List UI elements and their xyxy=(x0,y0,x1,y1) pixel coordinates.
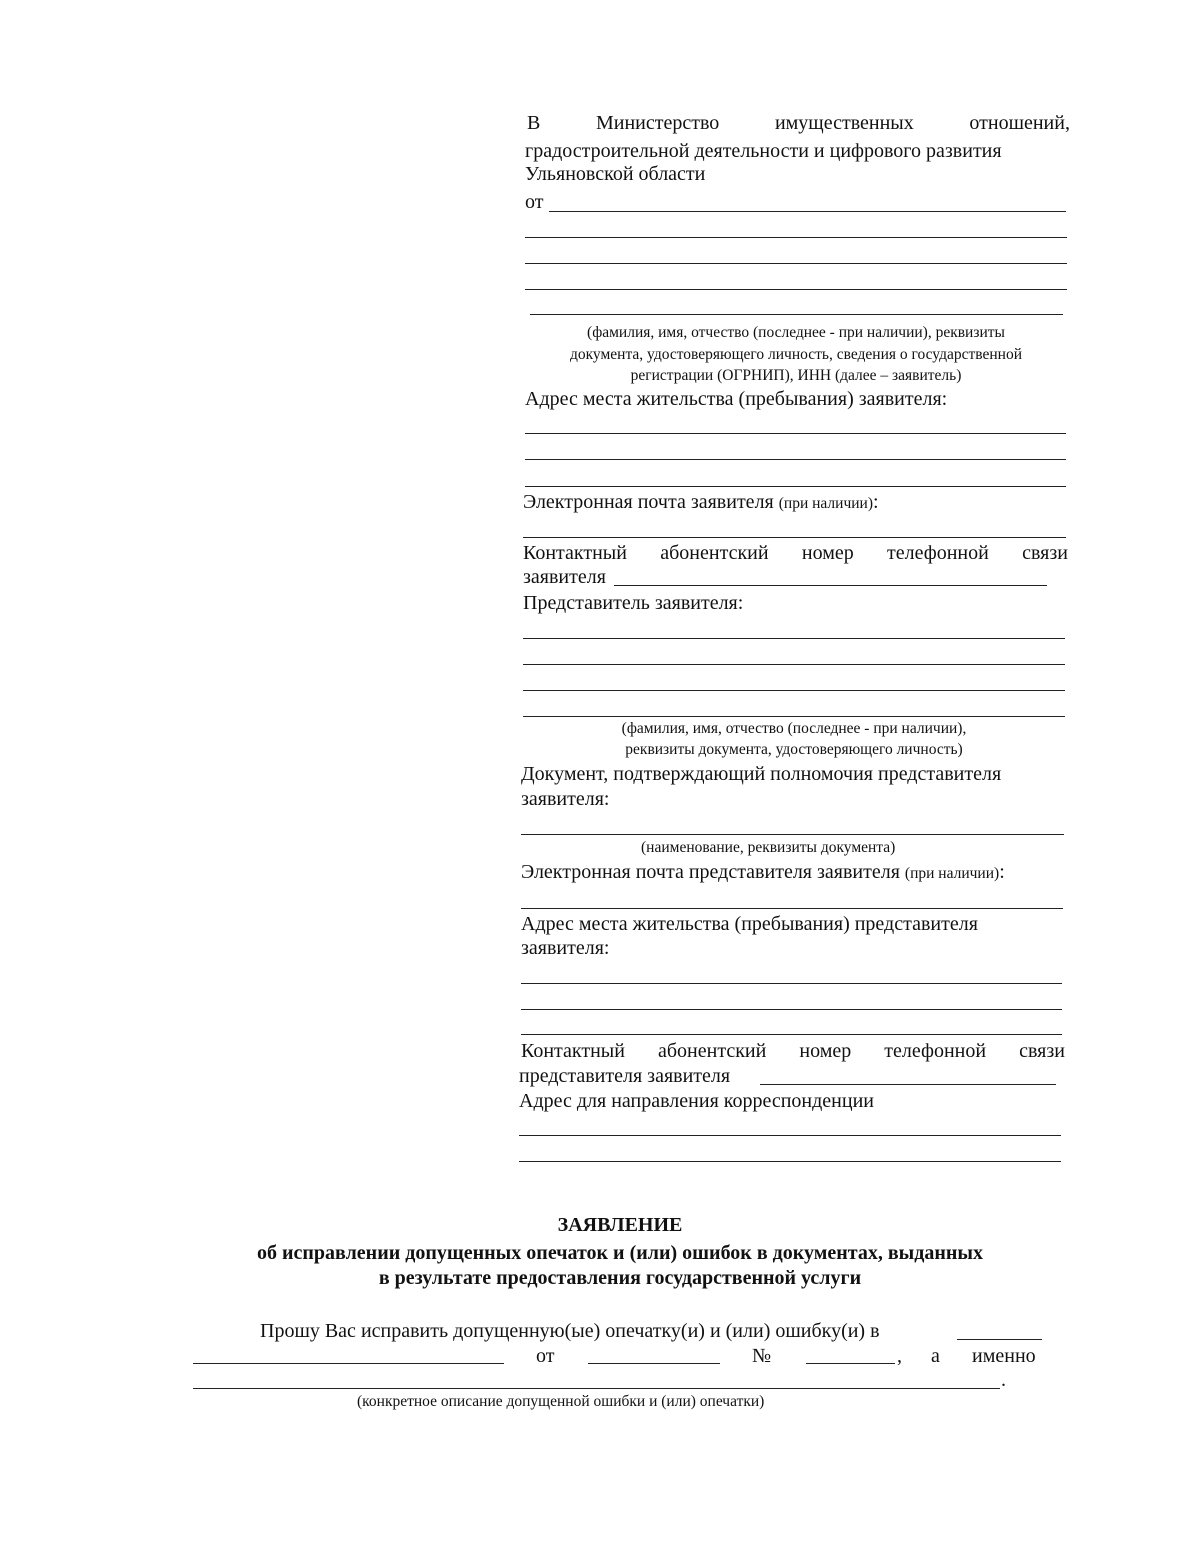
rep-address-label-2: заявителя: xyxy=(521,937,610,959)
representative-fill-line[interactable] xyxy=(523,638,1065,639)
rep-address-label-1: Адрес места жительства (пребывания) представителя xyxy=(521,913,978,935)
rep-email-note: (при наличии) xyxy=(904,865,1000,882)
applicant-address-line[interactable] xyxy=(525,459,1066,460)
applicant-email-text: Электронная почта заявителя xyxy=(523,491,774,513)
rep-address-line[interactable] xyxy=(521,1034,1062,1035)
applicant-phone-line[interactable] xyxy=(614,585,1047,586)
rep-doc-label-1: Документ, подтверждающий полномочия представителя xyxy=(521,763,1002,785)
applicant-fill-line[interactable] xyxy=(525,263,1067,264)
applicant-email-line[interactable] xyxy=(523,537,1066,538)
applicant-caption-3: регистрации (ОГРНИП), ИНН (далее – заявитель) xyxy=(630,367,962,384)
applicant-address-line[interactable] xyxy=(525,433,1066,434)
addressee-word: Министерство xyxy=(595,112,720,134)
rep-email-colon: : xyxy=(999,861,1005,883)
applicant-fill-line[interactable] xyxy=(525,289,1067,290)
representative-fill-line[interactable] xyxy=(523,664,1065,665)
rep-phone-line[interactable] xyxy=(760,1084,1056,1085)
phone-word: телефонной xyxy=(887,542,989,564)
phone-word: абонентский xyxy=(658,1040,767,1062)
rep-phone-label-2: представителя заявителя xyxy=(519,1065,731,1087)
error-description-line[interactable] xyxy=(193,1388,1000,1389)
statement-subtitle-1: об исправлении допущенных опечаток и (или) ошибок в документах, выданных xyxy=(256,1242,984,1264)
representative-fill-line[interactable] xyxy=(523,690,1065,691)
applicant-phone-label xyxy=(523,541,1068,565)
addressee-line-2: градостроительной деятельности и цифрового развития xyxy=(525,140,1002,162)
representative-caption-1: (фамилия, имя, отчество (последнее - при наличии), xyxy=(621,720,967,737)
document-number-line[interactable] xyxy=(806,1363,895,1364)
rep-email-label xyxy=(521,860,1005,886)
applicant-address-label: Адрес места жительства (пребывания) заявителя: xyxy=(525,388,948,410)
applicant-email-note: (при наличии) xyxy=(778,495,874,512)
phone-word: Контактный xyxy=(521,1040,625,1062)
correspondence-line[interactable] xyxy=(519,1161,1061,1162)
rep-email-text: Электронная почта представителя заявителя xyxy=(521,861,900,883)
error-description-caption: (конкретное описание допущенной ошибки и (или) опечатки) xyxy=(357,1393,765,1410)
representative-label: Представитель заявителя: xyxy=(523,592,744,614)
addressee-line-3: Ульяновской области xyxy=(525,163,706,185)
applicant-email-colon: : xyxy=(873,491,879,513)
word-namely: именно xyxy=(972,1345,1036,1367)
rep-doc-label-2: заявителя: xyxy=(521,788,610,810)
rep-doc-caption: (наименование, реквизиты документа) xyxy=(641,839,896,856)
phone-word: номер xyxy=(801,542,854,564)
applicant-email-label xyxy=(523,490,879,516)
statement-title: ЗАЯВЛЕНИЕ xyxy=(557,1214,683,1236)
addressee-word: В xyxy=(527,112,541,134)
applicant-caption-2: документа, удостоверяющего личность, сведения о государственной xyxy=(569,346,1022,363)
phone-word: Контактный xyxy=(523,542,627,564)
phone-word: телефонной xyxy=(884,1040,987,1062)
applicant-phone-label-2: заявителя xyxy=(523,566,606,588)
representative-fill-line[interactable] xyxy=(523,716,1065,717)
statement-subtitle-2: в результате предоставления государственной услуги xyxy=(378,1267,862,1289)
applicant-address-line[interactable] xyxy=(525,486,1066,487)
rep-doc-line[interactable] xyxy=(521,834,1064,835)
rep-address-line[interactable] xyxy=(521,983,1062,984)
document-date-line[interactable] xyxy=(588,1363,720,1364)
applicant-fill-line[interactable] xyxy=(525,237,1067,238)
rep-phone-label xyxy=(521,1039,1065,1063)
phone-word: связи xyxy=(1022,542,1068,564)
representative-caption-2: реквизиты документа, удостоверяющего личность) xyxy=(625,741,963,758)
period: . xyxy=(1001,1369,1006,1391)
correspondence-line[interactable] xyxy=(519,1135,1061,1136)
phone-word: номер xyxy=(799,1040,852,1062)
document-name-line[interactable] xyxy=(957,1339,1042,1340)
document-name-line-2[interactable] xyxy=(193,1363,504,1364)
phone-word: связи xyxy=(1019,1040,1065,1062)
applicant-caption-1: (фамилия, имя, отчество (последнее - при наличии), реквизиты xyxy=(587,324,1005,341)
addressee-word: отношений, xyxy=(969,112,1070,134)
addressee-word: имущественных xyxy=(774,112,914,134)
correspondence-label: Адрес для направления корреспонденции xyxy=(519,1090,874,1112)
rep-email-line[interactable] xyxy=(521,908,1063,909)
statement-body-line-1: Прошу Вас исправить допущенную(ые) опечатку(и) и (или) ошибку(и) в xyxy=(260,1320,880,1342)
number-sign: № xyxy=(752,1345,772,1367)
from-word: от xyxy=(536,1345,555,1367)
from-fill-line[interactable] xyxy=(549,211,1066,212)
addressee-line-1 xyxy=(527,111,1070,135)
applicant-fill-line[interactable] xyxy=(530,314,1063,315)
from-label: от xyxy=(525,191,544,213)
word-a: а xyxy=(931,1345,940,1367)
comma: , xyxy=(897,1345,902,1367)
phone-word: абонентский xyxy=(660,542,769,564)
rep-address-line[interactable] xyxy=(521,1009,1062,1010)
